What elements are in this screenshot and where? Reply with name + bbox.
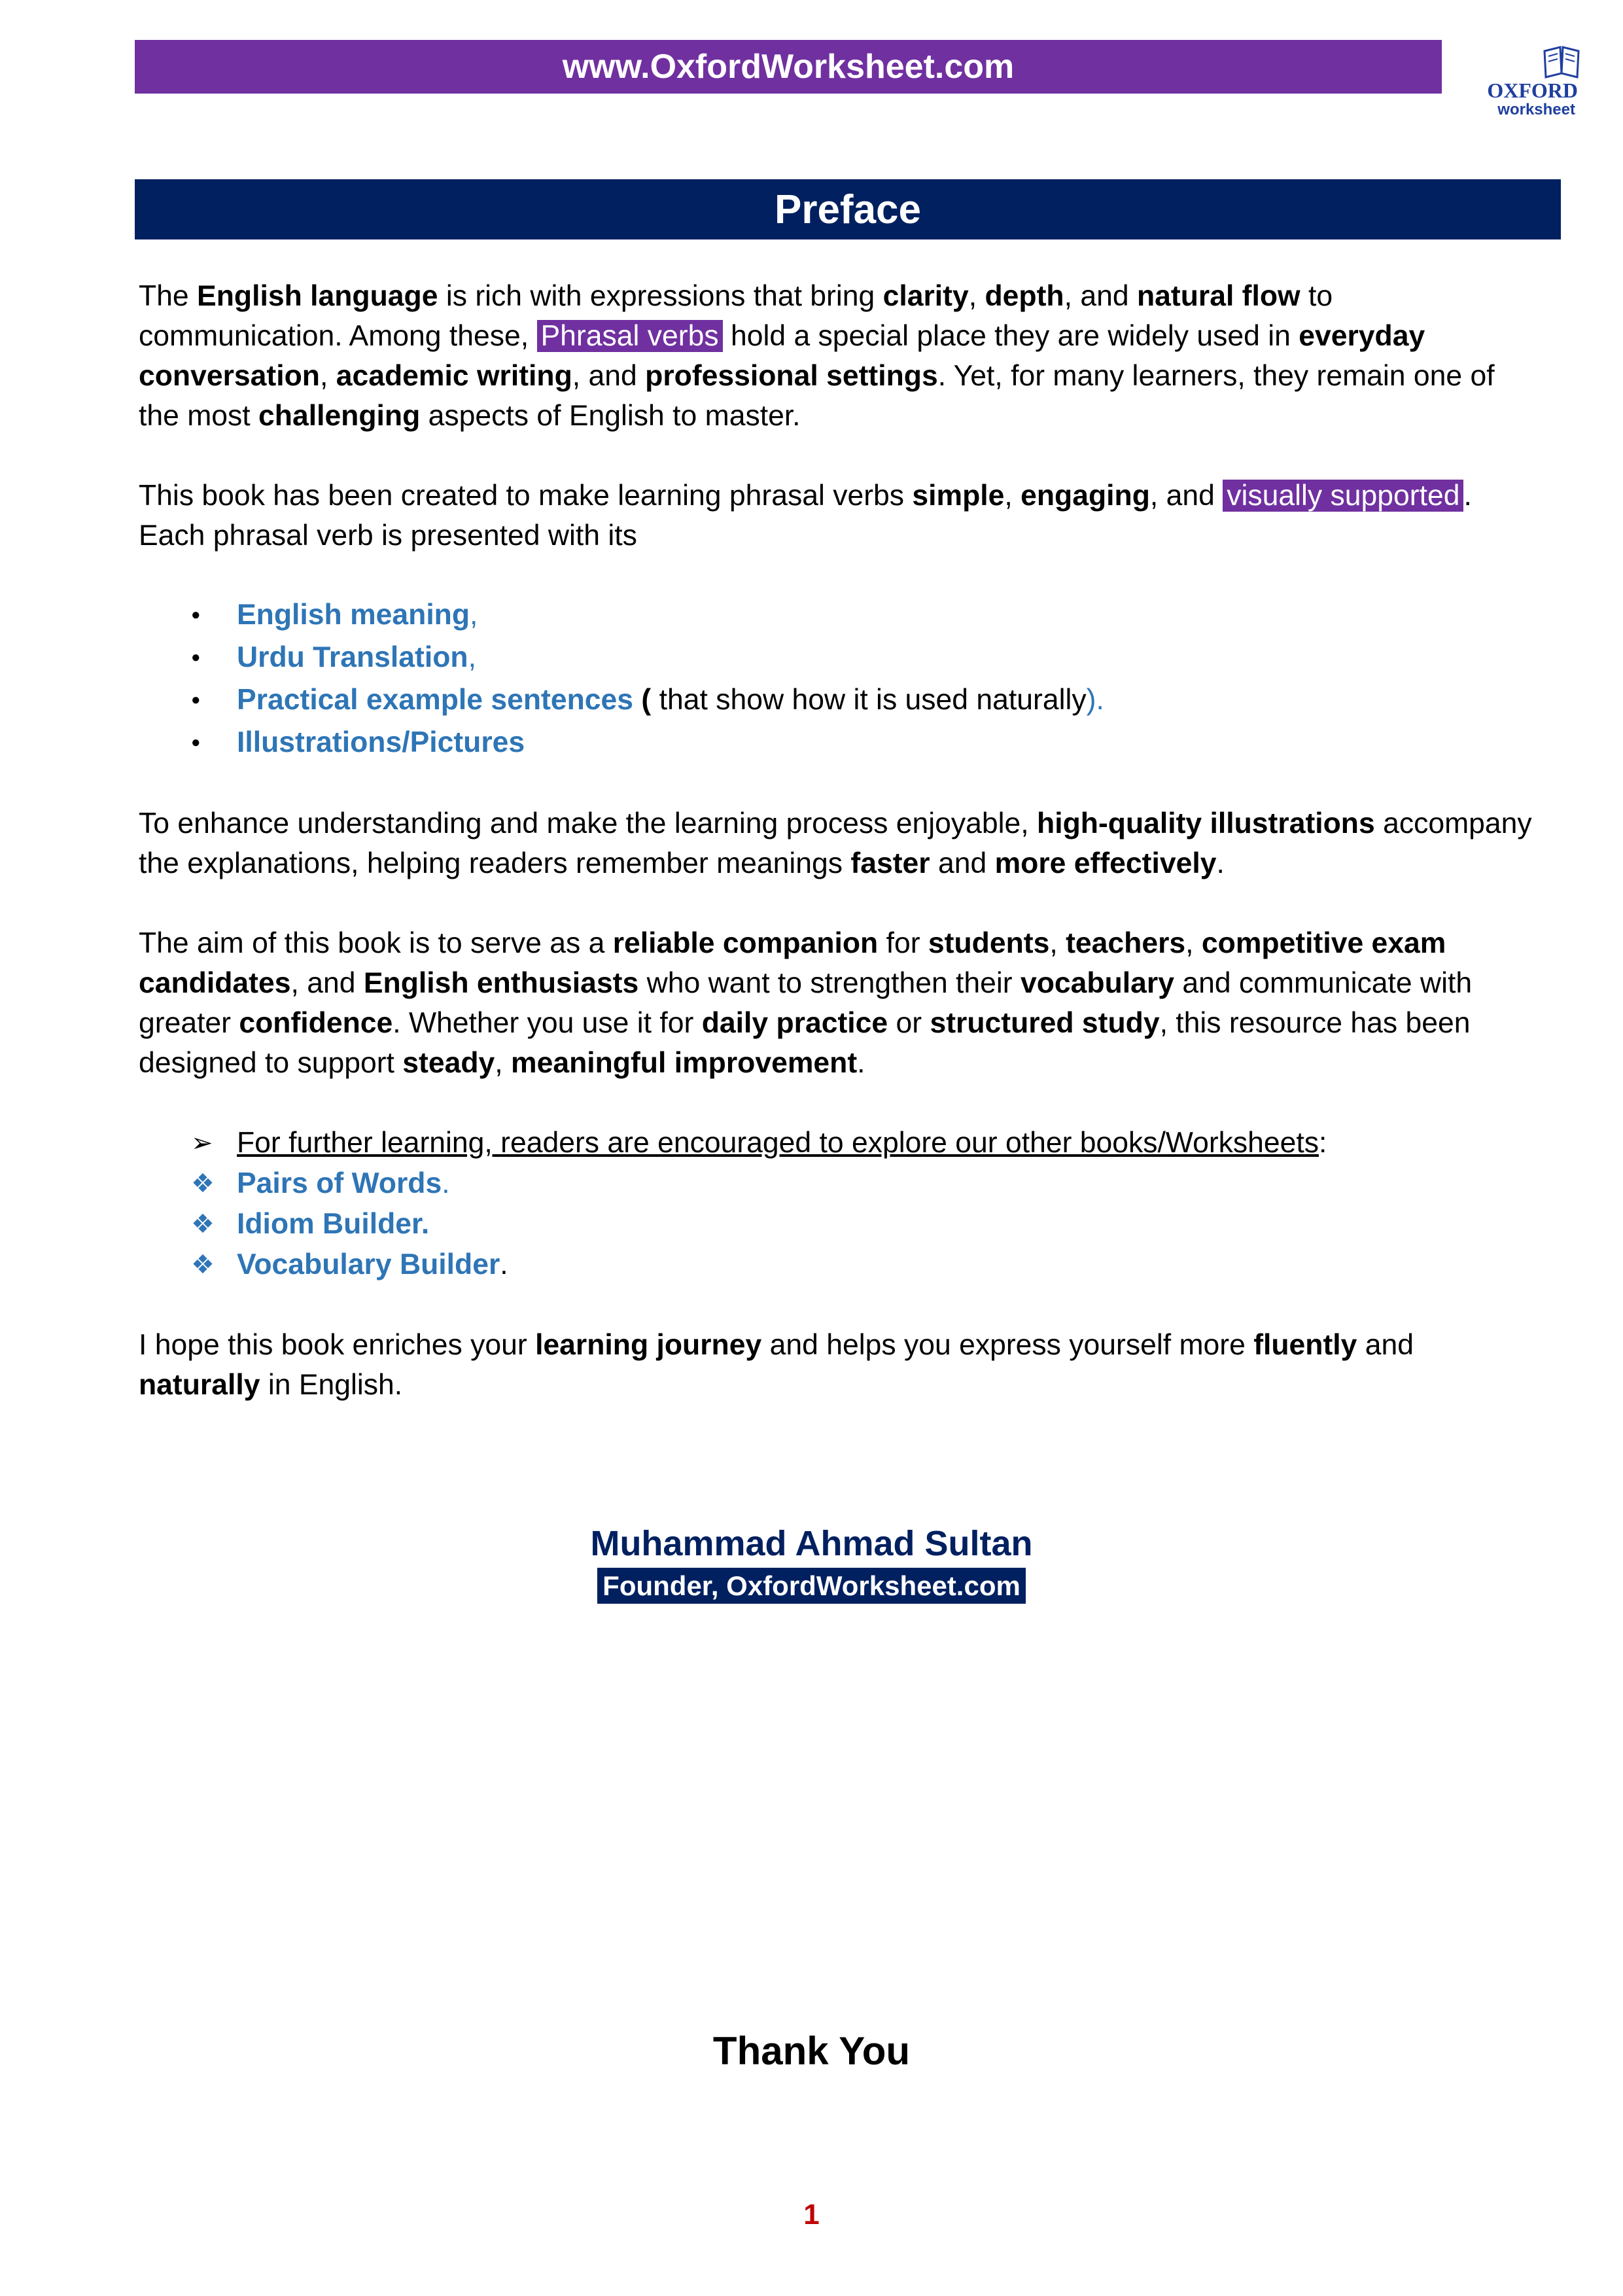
- highlight-visually-supported: visually supported: [1223, 480, 1463, 512]
- diamond-bullet-icon: ❖: [191, 1210, 215, 1239]
- thank-you: Thank You: [712, 2029, 911, 2073]
- diamond-bullet-icon: ❖: [191, 1250, 215, 1279]
- list-item: ● English meaning,: [139, 593, 1539, 636]
- list-item: ● Practical example sentences ( that show how it is used naturally).: [139, 679, 1539, 721]
- arrow-bullet-icon: ➢: [191, 1129, 213, 1157]
- list-item: ❖ Vocabulary Builder.: [139, 1245, 1539, 1285]
- page-number: 1: [803, 2199, 820, 2231]
- paragraph-purpose: This book has been created to make learning phrasal verbs simple, engaging, and visually supported . Each phrasal verb is presented with its: [139, 480, 1472, 552]
- logo-text-top: OXFORD: [1487, 79, 1578, 102]
- page-title-bar: [135, 179, 1561, 239]
- further-learning-list: [139, 1123, 1539, 1285]
- book-icon: [1542, 44, 1581, 79]
- paragraph-intro: The English language is rich with expressions that bring clarity, depth, and natural flow to communication. Among these, Phrasal verbs hold a special place they are widely used in everyday conversation, academic writing, and professional settings. Yet, for many learners, they remain one of the most challenging aspects of English to master.: [139, 280, 1495, 432]
- list-item: ● Illustrations/Pictures: [139, 721, 1539, 764]
- author-role: Founder, OxfordWorksheet.com: [597, 1568, 1026, 1604]
- site-url-banner: [135, 40, 1442, 94]
- list-item: ❖ Pairs of Words.: [139, 1163, 1539, 1204]
- author-name: Muhammad Ahmad Sultan: [590, 1524, 1033, 1563]
- paragraph-closing: I hope this book enriches your learning journey and helps you express yourself more fluently and naturally in English.: [139, 1329, 1414, 1401]
- paragraph-illustrations: To enhance understanding and make the learning process enjoyable, high-quality illustrations accompany the explanations, helping readers remember meanings faster and more effectively.: [139, 807, 1532, 879]
- highlight-phrasal-verbs: Phrasal verbs: [537, 320, 723, 352]
- preface-content: [139, 276, 1539, 1445]
- logo-text-bottom: worksheet: [1497, 101, 1575, 118]
- site-url: www.OxfordWorksheet.com: [562, 48, 1015, 86]
- paragraph-aim: The aim of this book is to serve as a reliable companion for students, teachers, competitive exam candidates, and English enthusiasts who want to strengthen their vocabulary and communicate with greater confidence. Whether you use it for daily practice or structured study, this resource has been designed to support steady, meaningful improvement.: [139, 927, 1473, 1079]
- feature-list: [139, 593, 1539, 764]
- list-item: ● Urdu Translation,: [139, 636, 1539, 679]
- oxford-worksheet-logo: [1480, 44, 1584, 123]
- author-role-wrap: [0, 1570, 1623, 1602]
- list-item: ❖ Idiom Builder.: [139, 1204, 1539, 1245]
- diamond-bullet-icon: ❖: [191, 1169, 215, 1198]
- page-title: Preface: [774, 186, 922, 232]
- list-item: ➢ For further learning, readers are encouraged to explore our other books/Worksheets:: [139, 1123, 1539, 1163]
